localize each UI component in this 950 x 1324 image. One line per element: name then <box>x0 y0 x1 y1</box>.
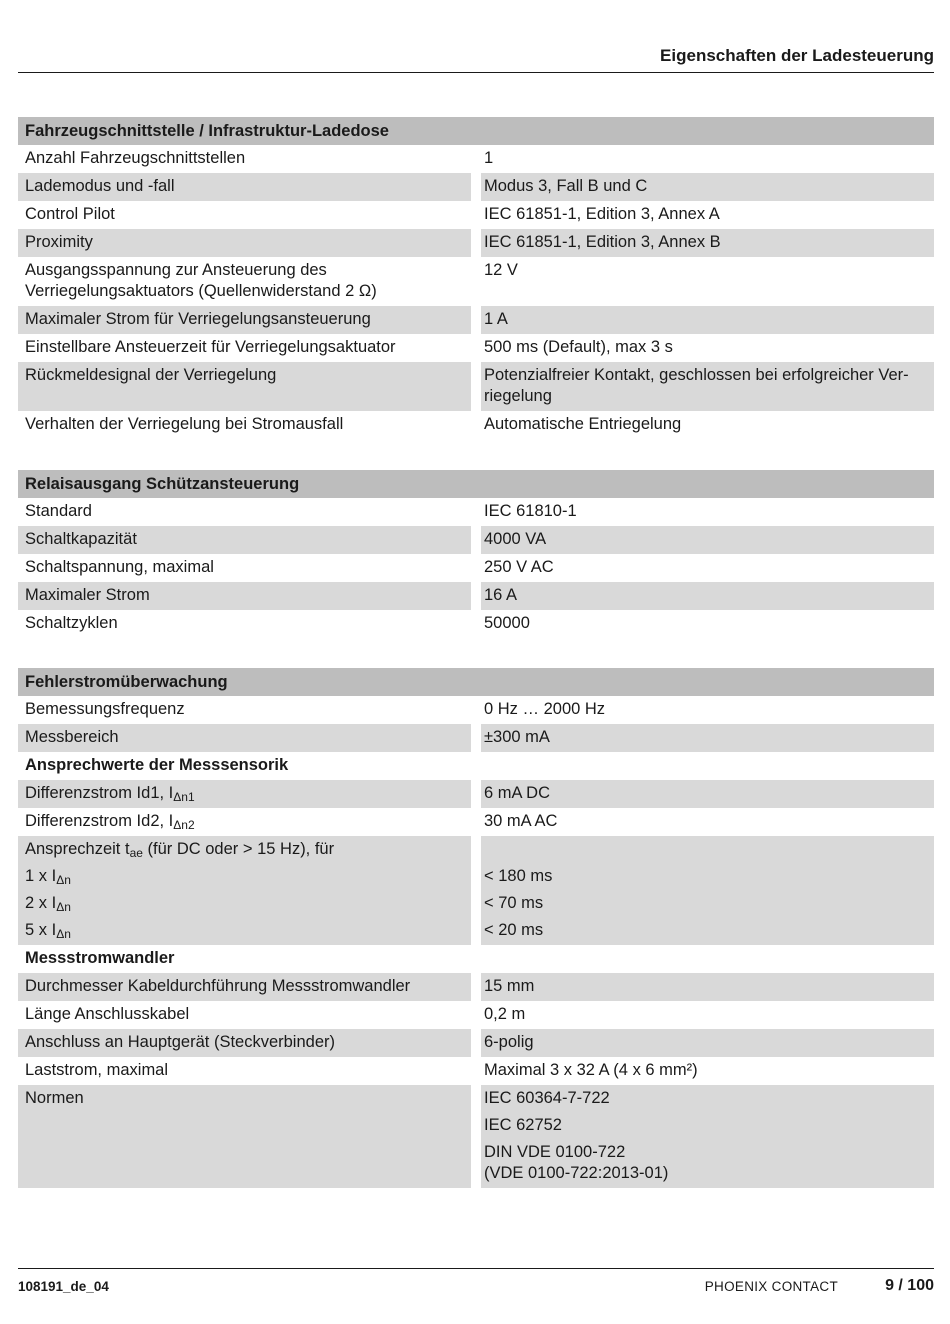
table-row <box>18 1057 934 1085</box>
row-label: Rückmeldesignal der Verriegelung <box>18 362 471 411</box>
row-label: Anschluss an Hauptgerät (Steckverbinder) <box>18 1029 471 1057</box>
table-row <box>18 724 934 752</box>
row-value: IEC 61851-1, Edition 3, Annex A <box>484 205 720 223</box>
row-label: Ansprechzeit $t_{ae}$ (für DC oder > 15 Hz), für 1 x $I_{\Delta n}$ 2 x $I_{\Delta n}$ 5 x $I_{\Delta n}$ <box>18 836 471 945</box>
table-row <box>18 1029 934 1057</box>
table-row <box>18 973 934 1001</box>
table-row-normen <box>18 1085 934 1188</box>
document-number: 108191_de_04 <box>18 1279 109 1294</box>
row-value: 1 A <box>481 306 934 334</box>
table-row <box>18 257 934 306</box>
row-value: 1 <box>484 149 494 167</box>
row-value: 15 mm <box>481 973 934 1001</box>
section-residual-current <box>18 668 934 1188</box>
row-value: IEC 61851-1, Edition 3, Annex B <box>481 229 934 257</box>
company-name: PHOENIX CONTACT <box>704 1279 838 1294</box>
subsection-heading: Messstromwandler <box>25 949 175 967</box>
table-row <box>18 362 934 411</box>
row-label: Control Pilot <box>25 205 115 223</box>
row-label: Schaltzyklen <box>25 614 118 632</box>
row-value <box>481 362 934 411</box>
table-row <box>18 808 934 836</box>
row-label: Verhalten der Verriegelung bei Stromausfall <box>25 415 344 433</box>
row-label: Durchmesser Kabeldurchführung Messstromwandler <box>18 973 471 1001</box>
row-value: 30 mA AC <box>484 812 558 830</box>
row-label: Schaltkapazität <box>18 526 471 554</box>
row-value: 16 A <box>481 582 934 610</box>
table-row <box>18 334 934 362</box>
row-value: 500 ms (Default), max 3 s <box>484 338 673 356</box>
row-value: 12 V <box>484 261 518 279</box>
page-header <box>18 44 934 73</box>
row-label: Laststrom, maximal <box>25 1061 169 1079</box>
table-row <box>18 1001 934 1029</box>
row-label: Anzahl Fahrzeugschnittstellen <box>25 149 246 167</box>
table-row-response-time <box>18 836 934 945</box>
section-vehicle-interface <box>18 117 934 439</box>
row-label: Messbereich <box>18 724 471 752</box>
table-row <box>18 411 934 439</box>
row-label <box>18 257 471 306</box>
row-label: Maximaler Strom <box>18 582 471 610</box>
row-label: Differenzstrom Id1, $I_{\Delta n1}$ <box>18 780 471 808</box>
table-row <box>18 610 934 638</box>
row-label-line: Ausgangsspannung zur Ansteuerung des <box>25 261 327 279</box>
table-row <box>18 696 934 724</box>
row-value: Automatische Entriegelung <box>484 415 682 433</box>
row-label: Bemessungsfrequenz <box>25 700 185 718</box>
subsection-heading-row <box>18 752 934 780</box>
subsection-heading: Ansprechwerte der Messsensorik <box>25 756 289 774</box>
row-value-line: Potenzialfreier Kontakt, geschlossen bei erfolgreicher Ver- <box>484 366 909 384</box>
row-value: IEC 60364-7-722 IEC 62752 DIN VDE 0100-722 (VDE 0100-722:2013-01) <box>481 1085 934 1188</box>
section-heading: Fehlerstromüberwachung <box>18 668 934 696</box>
row-label: Normen <box>18 1085 471 1188</box>
page-footer <box>18 1268 934 1309</box>
table-row <box>18 201 934 229</box>
table-row <box>18 526 934 554</box>
section-heading: Fahrzeugschnittstelle / Infrastruktur-Ladedose <box>18 117 934 145</box>
section-relay-output <box>18 470 934 638</box>
row-value: 50000 <box>484 614 530 632</box>
row-label: Einstellbare Ansteuerzeit für Verriegelungsaktuator <box>25 338 396 356</box>
table-row <box>18 173 934 201</box>
row-value: IEC 61810-1 <box>484 502 577 520</box>
row-label-line: Verriegelungsaktuators (Quellenwiderstand 2 Ω) <box>25 282 377 300</box>
page-number: 9 / 100 <box>885 1277 934 1294</box>
subsection-heading-row <box>18 945 934 973</box>
row-label: Differenzstrom Id2, $I_{\Delta n2}$ <box>25 812 195 832</box>
row-value: ±300 mA <box>481 724 934 752</box>
row-value: 250 V AC <box>484 558 554 576</box>
row-label: Länge Anschlusskabel <box>25 1005 190 1023</box>
row-value: 6-polig <box>481 1029 934 1057</box>
row-label: Schaltspannung, maximal <box>25 558 214 576</box>
section-heading: Relaisausgang Schützansteuerung <box>18 470 934 498</box>
row-label: Proximity <box>18 229 471 257</box>
row-value: Modus 3, Fall B und C <box>481 173 934 201</box>
table-row <box>18 145 934 173</box>
table-row <box>18 498 934 526</box>
row-value: 6 mA DC <box>481 780 934 808</box>
table-row <box>18 780 934 808</box>
page-header-title: Eigenschaften der Ladesteuerung <box>660 46 934 65</box>
row-value-line: riegelung <box>484 387 552 405</box>
row-value: 0 Hz … 2000 Hz <box>484 700 606 718</box>
table-row <box>18 306 934 334</box>
row-value: 0,2 m <box>484 1005 526 1023</box>
row-value: 4000 VA <box>481 526 934 554</box>
row-label: Lademodus und -fall <box>18 173 471 201</box>
row-value: Maximal 3 x 32 A (4 x 6 mm²) <box>484 1061 698 1079</box>
table-row <box>18 582 934 610</box>
row-label: Standard <box>25 502 92 520</box>
row-value: < 180 ms < 70 ms < 20 ms <box>481 836 934 945</box>
row-label: Maximaler Strom für Verriegelungsansteuerung <box>18 306 471 334</box>
table-row <box>18 554 934 582</box>
table-row <box>18 229 934 257</box>
